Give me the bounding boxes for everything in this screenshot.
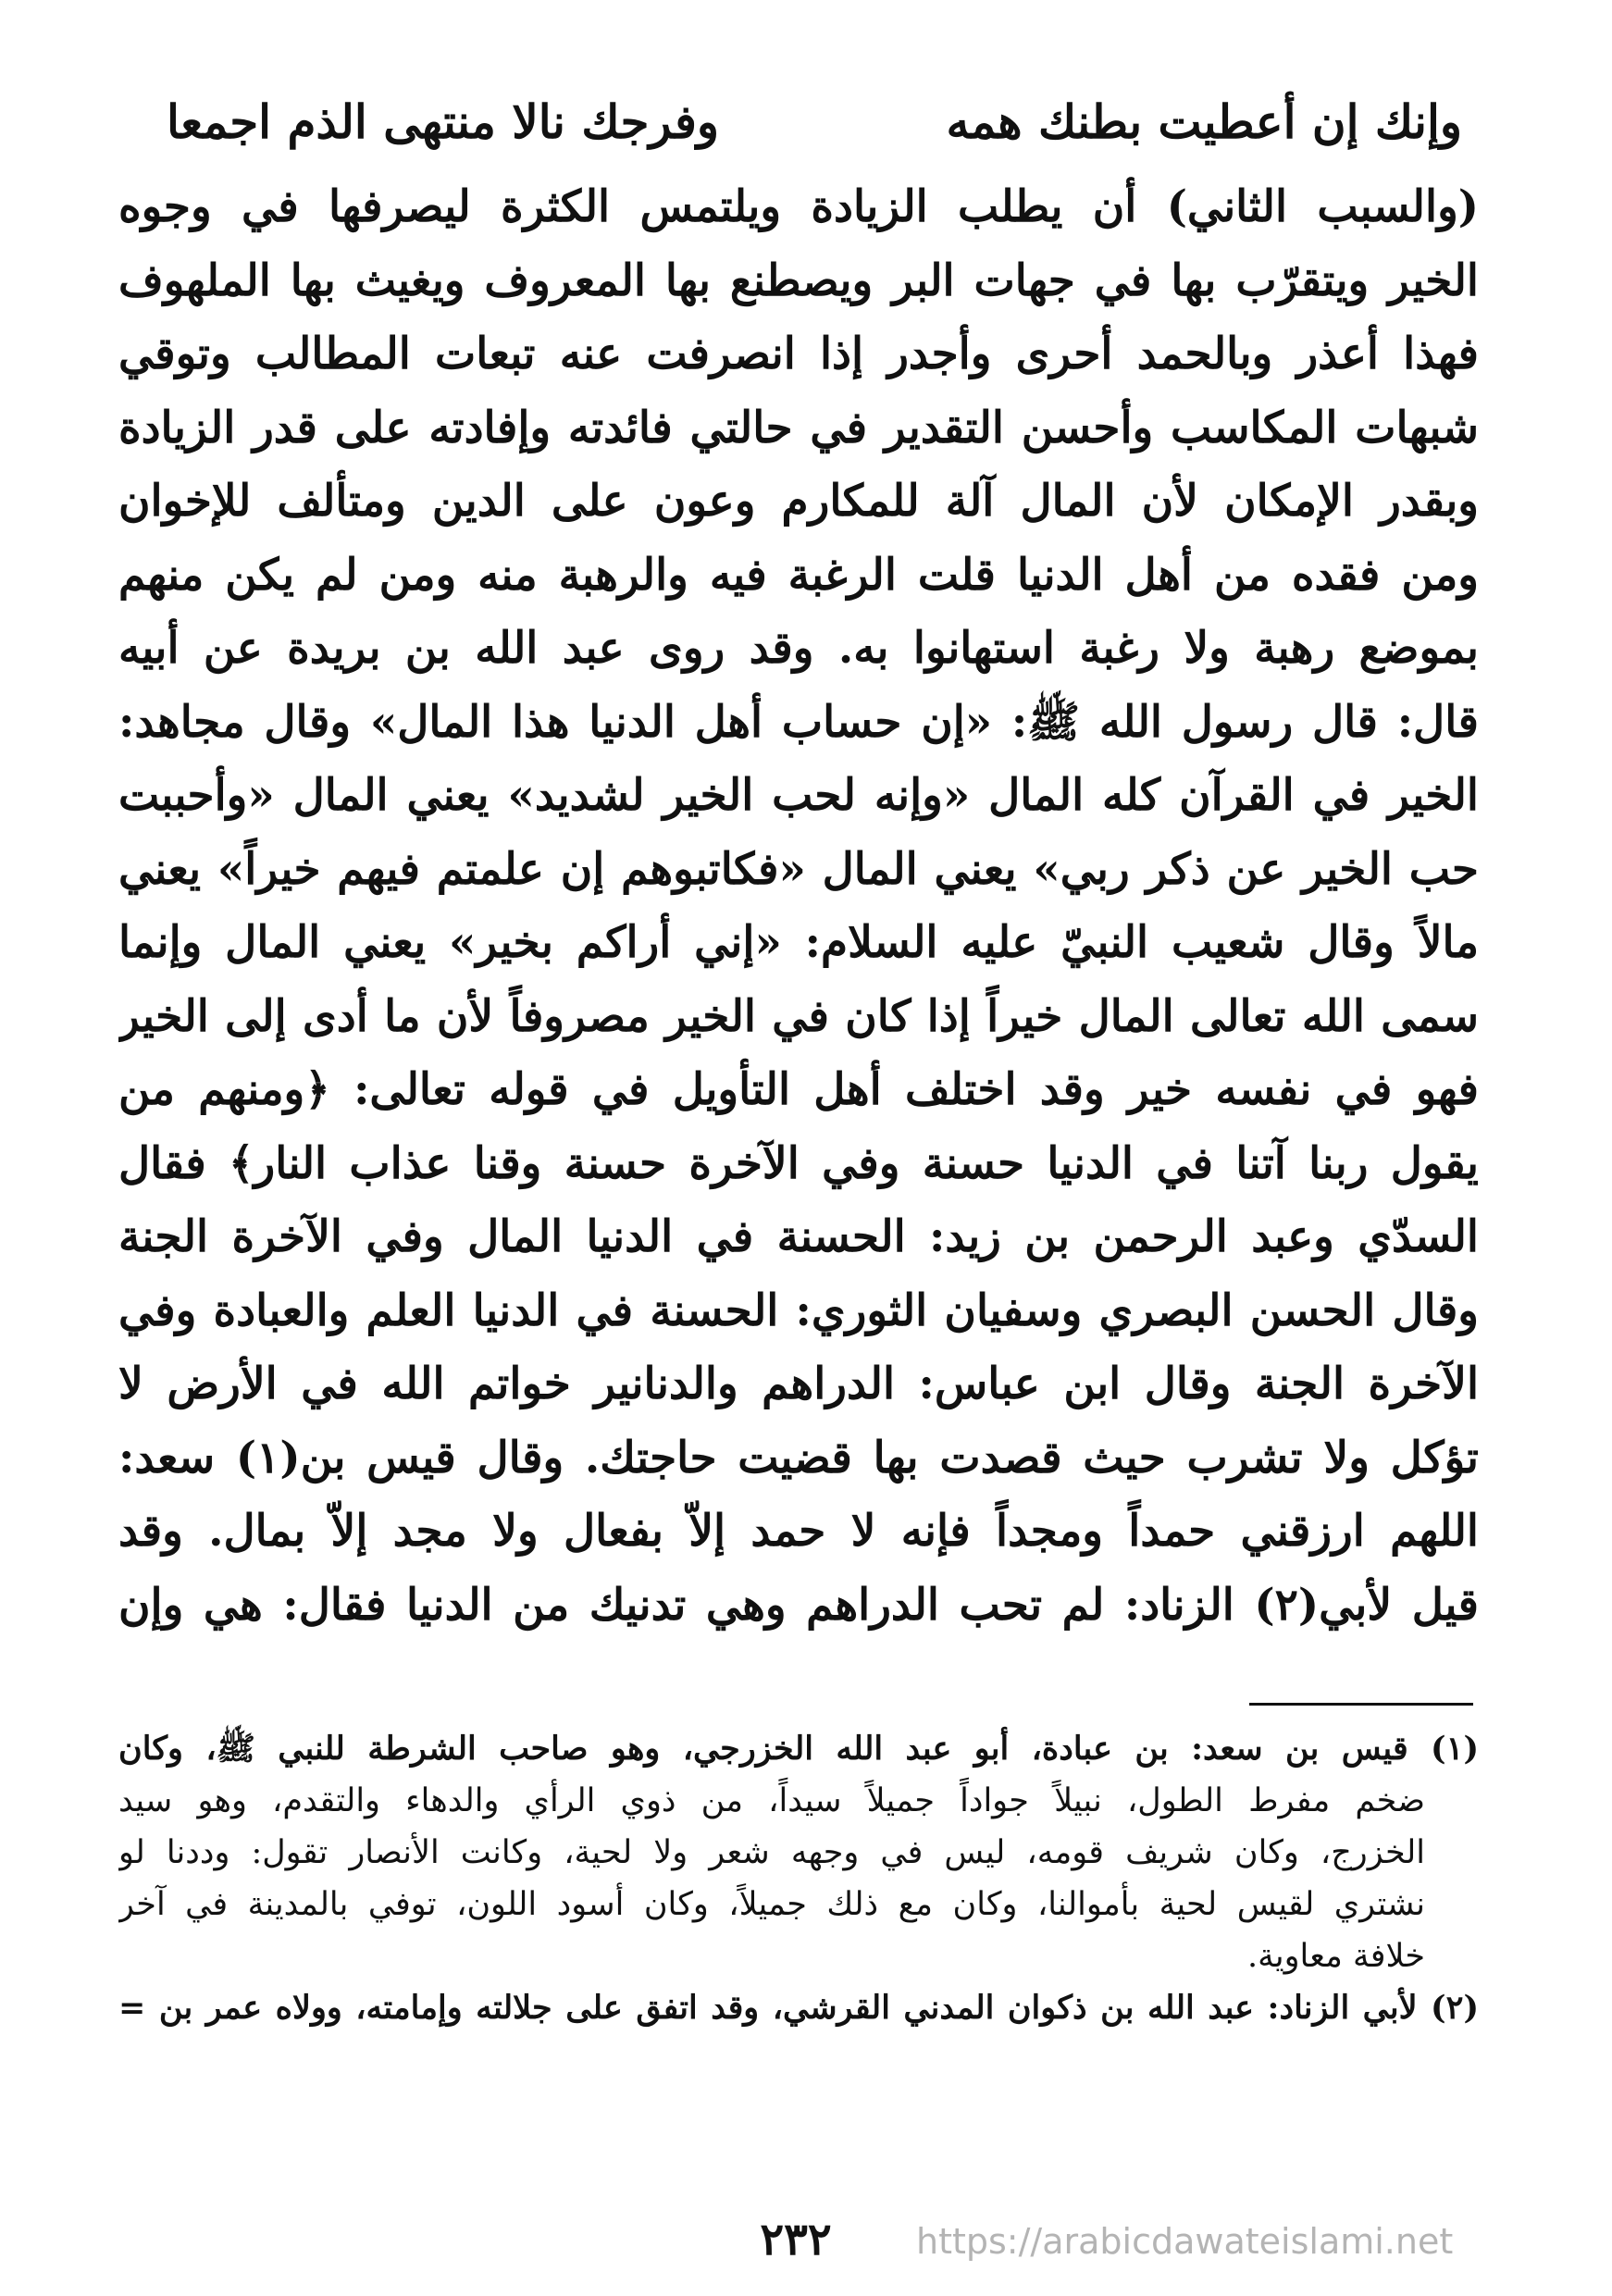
footnotes xyxy=(118,1723,1479,2034)
text-line: مالاً وقال شعيب النبيّ عليه السلام: «إني أراكم بخير» يعني المال وإنما xyxy=(118,917,1479,968)
text-line: يقول ربنا آتنا في الدنيا حسنة وفي الآخرة حسنة وقنا عذاب النار﴾ فقال xyxy=(118,1137,1479,1189)
footnote-line: (١) قيس بن سعد: بن عبادة، أبو عبد الله الخزرجي، وهو صاحب الشرطة للنبي ﷺ، وكان xyxy=(118,1730,1479,1768)
text-line: قيل لأبي(٢) الزناد: لم تحب الدراهم وهي تدنيك من الدنيا فقال: هي وإن xyxy=(118,1579,1479,1631)
footnote-line: نشتري لقيس لحية بأموالنا، وكان مع ذلك جميلاً، وكان أسود اللون، توفي بالمدينة في آخر xyxy=(118,1886,1425,1923)
footnote-line: الخزرج، وكان شريف قومه، ليس في وجهه شعر ولا لحية، وكانت الأنصار تقول: وددنا لو xyxy=(118,1834,1425,1871)
text-line: قال: قال رسول الله ﷺ: «إن حساب أهل الدنيا هذا المال» وقال مجاهد: xyxy=(118,696,1479,748)
text-line: سمى الله تعالى المال خيراً إذا كان في الخير مصروفاً لأن ما أدى إلى الخير xyxy=(118,990,1479,1042)
footnote-line: (٢) لأبي الزناد: عبد الله بن ذكوان المدني القرشي، وقد اتفق على جلالته وإمامته، وولاه عمر بن = xyxy=(118,1989,1479,2027)
text-line: السدّي وعبد الرحمن بن زيد: الحسنة في الدنيا المال وفي الآخرة الجنة xyxy=(118,1211,1479,1262)
text-line: فهذا أعذر وبالحمد أحرى وأجدر إذا انصرفت عنه تبعات المطالب وتوقي xyxy=(118,329,1479,379)
text-line: بموضع رهبة ولا رغبة استهانوا به. وقد روى عبد الله بن بريدة عن أبيه xyxy=(118,623,1479,674)
footnote-line: ضخم مفرط الطول، نبيلاً جواداً جميلاً سيداً، من ذوي الرأي والدهاء والتقدم، وهو سيد xyxy=(118,1782,1425,1819)
text-line: اللهم ارزقني حمداً ومجداً فإنه لا حمد إلاّ بفعال ولا مجد إلاّ بمال. وقد xyxy=(118,1506,1479,1557)
text-line: ومن فقده من أهل الدنيا قلت الرغبة فيه والرهبة منه ومن لم يكن منهم xyxy=(118,549,1479,601)
text-line: الخير في القرآن كله المال «وإنه لحب الخير لشديد» يعني المال «وأحببت xyxy=(118,770,1479,821)
text-line: (والسبب الثاني) أن يطلب الزيادة ويلتمس الكثرة ليصرفها في وجوه xyxy=(118,181,1479,232)
footnote-separator xyxy=(1249,1703,1473,1706)
text-line: وبقدر الإمكان لأن المال آلة للمكارم وعون على الدين ومتألف للإخوان xyxy=(118,476,1479,527)
text-line: حب الخير عن ذكر ربي» يعني المال «فكاتبوهم إن علمتم فيهم خيراً» يعني xyxy=(118,843,1479,895)
text-line: الخير ويتقرّب بها في جهات البر ويصطنع بها المعروف ويغيث بها الملهوف xyxy=(118,254,1479,306)
poetry-verse xyxy=(167,85,1462,159)
text-line: تؤكل ولا تشرب حيث قصدت بها قضيت حاجتك. وقال قيس بن(١) سعد: xyxy=(118,1432,1479,1483)
page-number: ٢٣٢ xyxy=(760,2214,832,2265)
text-line: وقال الحسن البصري وسفيان الثوري: الحسنة في الدنيا العلم والعبادة وفي xyxy=(118,1285,1479,1336)
text-line: فهو في نفسه خير وقد اختلف أهل التأويل في قوله تعالى: ﴿ومنهم من xyxy=(118,1064,1479,1115)
watermark-url: https://arabicdawateislami.net xyxy=(916,2221,1454,2262)
text-line: الآخرة الجنة وقال ابن عباس: الدراهم والدنانير خواتم الله في الأرض لا xyxy=(118,1359,1479,1409)
verse-left-hemistich: وفرجك نالا منتهى الذم اجمعا xyxy=(167,94,720,149)
text-line: شبهات المكاسب وأحسن التقدير في حالتي فائدته وإفادته على قدر الزيادة xyxy=(118,402,1479,453)
main-text xyxy=(118,170,1479,1642)
footnote-line: خلافة معاوية. xyxy=(1247,1938,1425,1975)
verse-right-hemistich: وإنك إن أعطيت بطنك همه xyxy=(946,94,1462,149)
